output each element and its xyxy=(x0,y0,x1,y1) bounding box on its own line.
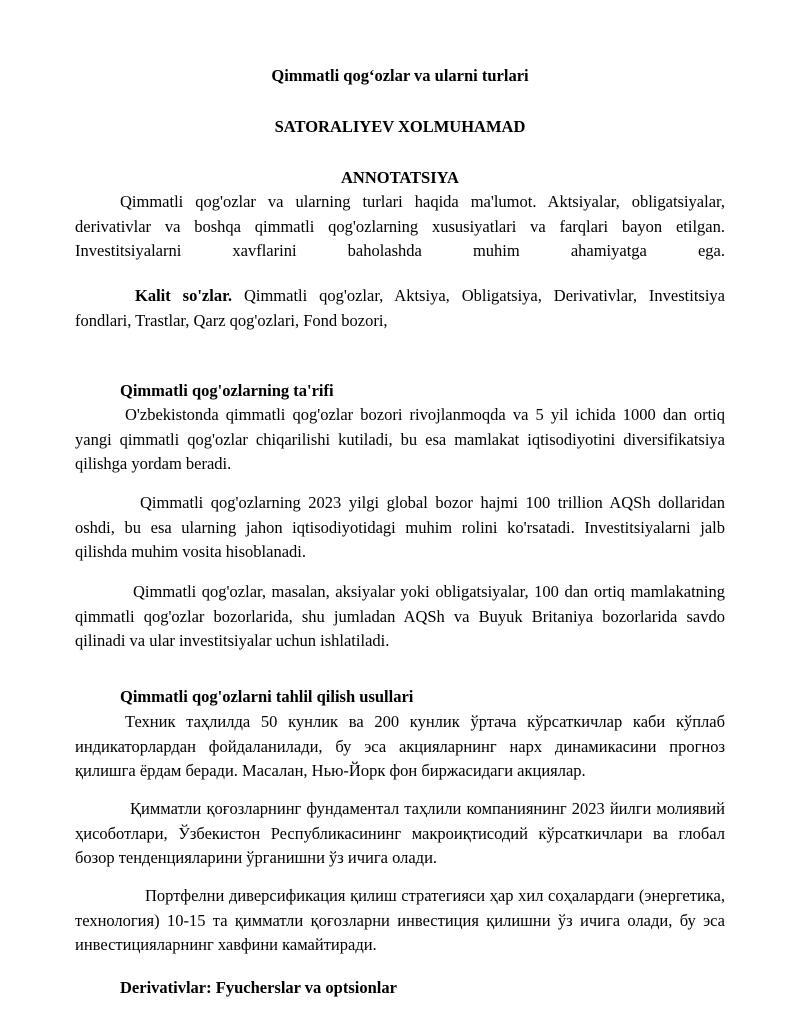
section-paragraph: O'zbekistonda qimmatli qog'ozlar bozori rivojlanmoqda va 5 yil ichida 1000 dan ortiq yangi qimmatli qog'ozlar chiqarilishi kutiladi, bu esa mamlakat iqtisodiyotini diversifikatsiya qilishga yordam beradi. xyxy=(75,405,725,473)
section-heading-derivatives: Derivativlar: Fyucherslar va optsionlar xyxy=(120,978,397,997)
keywords-paragraph xyxy=(75,284,725,333)
section-paragraph: Портфелни диверсификация қилиш стратегияси ҳар хил соҳалардаги (энергетика, технология) 10-15 та қимматли қоғозларни инвестиция қилишни ўз ичига олади, бу эса инвестицияларнинг хавфини камайтиради. xyxy=(75,886,725,954)
section-heading-definition: Qimmatli qog'ozlarning ta'rifi xyxy=(120,381,334,400)
author-name: SATORALIYEV XOLMUHAMAD xyxy=(274,117,526,136)
section-paragraph: Техник таҳлилда 50 кунлик ва 200 кунлик ўртача кўрсаткичлар каби кўплаб индикаторлардан фойдаланилади, бу эса акцияларнинг нарх динамикасини прогноз қилишга ёрдам беради. Масалан, Нью-Йорк фон биржасидаги акциялар. xyxy=(75,712,725,780)
keywords-label: Kalit so'zlar. xyxy=(135,286,233,305)
section-heading-analysis: Qimmatli qog'ozlarni tahlil qilish usullari xyxy=(120,687,414,706)
abstract-heading: ANNOTATSIYA xyxy=(341,168,459,187)
keywords-text: Qimmatli qog'ozlar, Aktsiya, Obligatsiya, Derivativlar, Investitsiya fondlari, Trastlar, Qarz qog'ozlari, Fond bozori, xyxy=(75,286,725,330)
section-paragraph: Qimmatli qog'ozlar, masalan, aksiyalar yoki obligatsiyalar, 100 dan ortiq mamlakatning qimmatli qog'ozlar bozorlarida, shu jumladan AQSh va Buyuk Britaniya bozorlarida savdo qilinadi va ular investitsiyalar uchun ishlatiladi. xyxy=(75,582,725,650)
document-title: Qimmatli qogʻozlar va ularni turlari xyxy=(271,66,529,85)
section-paragraph: Қимматли қоғозларнинг фундаментал таҳлили компаниянинг 2023 йилги молиявий ҳисоботлари, Ўзбекистон Республикасининг макроиқтисодий кўрсаткичлари ва глобал бозор тенденцияларини ўрганишни ўз ичига олади. xyxy=(75,799,725,867)
abstract-paragraph: Qimmatli qog'ozlar va ularning turlari haqida ma'lumot. Aktsiyalar, obligatsiyalar, derivativlar va boshqa qimmatli qog'ozlarning xususiyatlari va farqlari bayon etilgan. Investitsiyalarni xavflarini baholashda muhim ahamiyatga ega. xyxy=(75,192,725,260)
section-paragraph: Qimmatli qog'ozlarning 2023 yilgi global bozor hajmi 100 trillion AQSh dollaridan oshdi, bu esa ularning jahon iqtisodiyotidagi muhim rolini ko'rsatadi. Investitsiyalarni jalb qilishda muhim vosita hisoblanadi. xyxy=(75,493,725,561)
